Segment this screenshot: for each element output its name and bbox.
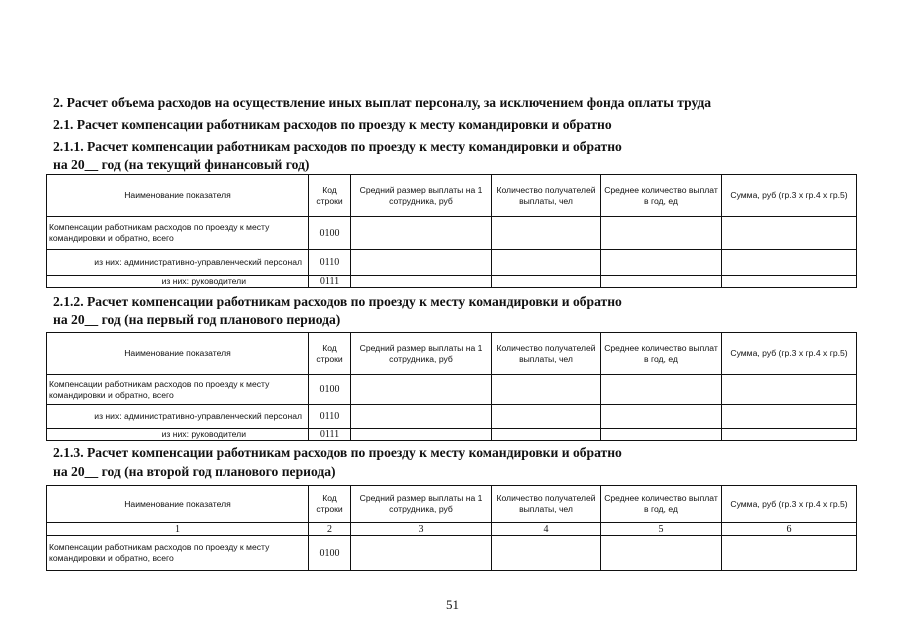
row-name: Компенсации работникам расходов по проезду к месту командировки и обратно, всего: [47, 217, 309, 250]
section-2-1-1-title: 2.1.1. Расчет компенсации работникам расходов по проезду к месту командировки и обратно: [53, 139, 622, 154]
column-number: 1: [47, 523, 309, 536]
section-2-1-3-year: на 20__ год (на второй год планового периода): [53, 464, 336, 479]
header-code: Код строки: [309, 486, 351, 523]
heading-section-2-1: 2.1. Расчет компенсации работникам расходов по проезду к месту командировки и обратно: [53, 117, 612, 132]
page-number: 51: [446, 597, 459, 612]
header-sum: Сумма, руб (гр.3 x гр.4 x гр.5): [722, 486, 857, 523]
table-2-1-1: [46, 174, 857, 288]
table-row: [47, 536, 857, 571]
table-row: [47, 429, 857, 441]
cell-sum[interactable]: [722, 375, 857, 405]
table-row: [47, 405, 857, 429]
cell-avg-count[interactable]: [601, 405, 722, 429]
cell-avg-payment[interactable]: [351, 405, 492, 429]
cell-recipients[interactable]: [492, 217, 601, 250]
cell-avg-payment[interactable]: [351, 375, 492, 405]
table-header-row: [47, 333, 857, 375]
section-2-1-1-year: на 20__ год (на текущий финансовый год): [53, 157, 310, 172]
table-row: [47, 217, 857, 250]
header-name: Наименование показателя: [47, 175, 309, 217]
column-number: 2: [309, 523, 351, 536]
cell-sum[interactable]: [722, 405, 857, 429]
row-code: 0100: [309, 375, 351, 405]
column-number: 5: [601, 523, 722, 536]
header-avg-count: Среднее количество выплат в год, ед: [601, 486, 722, 523]
header-sum: Сумма, руб (гр.3 x гр.4 x гр.5): [722, 175, 857, 217]
cell-avg-count[interactable]: [601, 217, 722, 250]
header-avg-payment: Средний размер выплаты на 1 сотрудника, руб: [351, 175, 492, 217]
cell-avg-count[interactable]: [601, 276, 722, 288]
row-code: 0111: [309, 276, 351, 288]
header-avg-payment: Средний размер выплаты на 1 сотрудника, руб: [351, 486, 492, 523]
row-code: 0100: [309, 536, 351, 571]
cell-sum[interactable]: [722, 536, 857, 571]
section-2-1-2-title: 2.1.2. Расчет компенсации работникам расходов по проезду к месту командировки и обратно: [53, 294, 622, 309]
cell-avg-payment[interactable]: [351, 250, 492, 276]
cell-avg-payment[interactable]: [351, 536, 492, 571]
cell-avg-payment[interactable]: [351, 276, 492, 288]
header-name: Наименование показателя: [47, 333, 309, 375]
table-2-1-2: [46, 332, 857, 441]
cell-avg-count[interactable]: [601, 250, 722, 276]
cell-recipients[interactable]: [492, 250, 601, 276]
table-header-row: [47, 175, 857, 217]
row-code: 0110: [309, 250, 351, 276]
row-name: Компенсации работникам расходов по проезду к месту командировки и обратно, всего: [47, 375, 309, 405]
table-header-row: [47, 486, 857, 523]
cell-avg-payment[interactable]: [351, 217, 492, 250]
header-recipients: Количество получателей выплаты, чел: [492, 333, 601, 375]
cell-recipients[interactable]: [492, 405, 601, 429]
heading-section-2: 2. Расчет объема расходов на осуществление иных выплат персоналу, за исключением фонда оплаты труда: [53, 95, 712, 110]
cell-sum[interactable]: [722, 217, 857, 250]
row-code: 0110: [309, 405, 351, 429]
header-recipients: Количество получателей выплаты, чел: [492, 175, 601, 217]
table-2-1-3: [46, 485, 857, 571]
cell-avg-payment[interactable]: [351, 429, 492, 441]
row-code: 0100: [309, 217, 351, 250]
cell-recipients[interactable]: [492, 375, 601, 405]
column-number: 3: [351, 523, 492, 536]
header-name: Наименование показателя: [47, 486, 309, 523]
cell-recipients[interactable]: [492, 276, 601, 288]
header-avg-count: Среднее количество выплат в год, ед: [601, 175, 722, 217]
cell-avg-count[interactable]: [601, 375, 722, 405]
header-avg-count: Среднее количество выплат в год, ед: [601, 333, 722, 375]
header-code: Код строки: [309, 333, 351, 375]
column-number-row: [47, 523, 857, 536]
section-2-1-3-title: 2.1.3. Расчет компенсации работникам расходов по проезду к месту командировки и обратно: [53, 445, 622, 460]
section-2-1-2-year: на 20__ год (на первый год планового периода): [53, 312, 341, 327]
column-number: 6: [722, 523, 857, 536]
cell-sum[interactable]: [722, 276, 857, 288]
header-avg-payment: Средний размер выплаты на 1 сотрудника, руб: [351, 333, 492, 375]
column-number: 4: [492, 523, 601, 536]
cell-avg-count[interactable]: [601, 429, 722, 441]
header-sum: Сумма, руб (гр.3 x гр.4 x гр.5): [722, 333, 857, 375]
table-row: [47, 250, 857, 276]
cell-recipients[interactable]: [492, 429, 601, 441]
row-name: из них: административно-управленческий персонал: [47, 405, 309, 429]
cell-avg-count[interactable]: [601, 536, 722, 571]
cell-recipients[interactable]: [492, 536, 601, 571]
table-row: [47, 375, 857, 405]
row-name: Компенсации работникам расходов по проезду к месту командировки и обратно, всего: [47, 536, 309, 571]
cell-sum[interactable]: [722, 429, 857, 441]
row-name: из них: руководители: [47, 276, 309, 288]
row-name: из них: административно-управленческий персонал: [47, 250, 309, 276]
cell-sum[interactable]: [722, 250, 857, 276]
table-row: [47, 276, 857, 288]
header-code: Код строки: [309, 175, 351, 217]
row-code: 0111: [309, 429, 351, 441]
header-recipients: Количество получателей выплаты, чел: [492, 486, 601, 523]
row-name: из них: руководители: [47, 429, 309, 441]
